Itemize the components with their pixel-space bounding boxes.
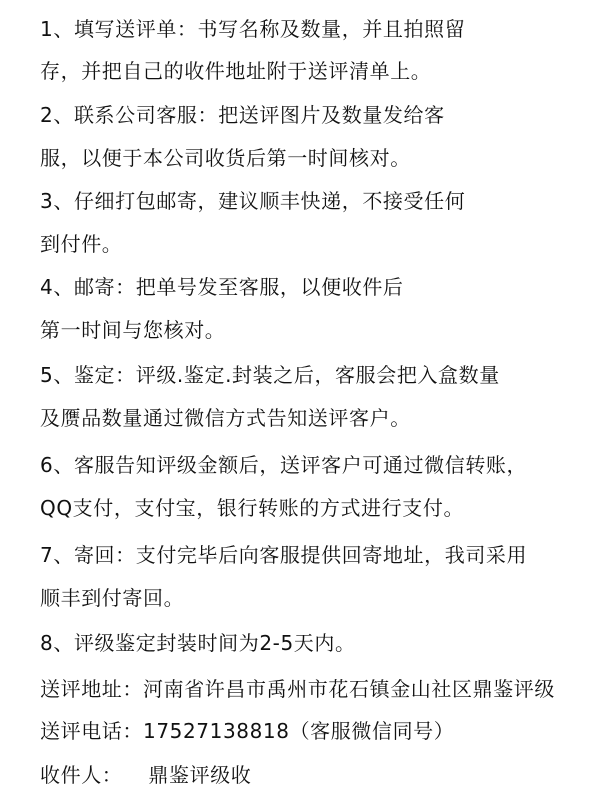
step-5-number: 5、	[40, 363, 74, 387]
step-2-number: 2、	[40, 103, 74, 127]
step-1-text: 填写送评单：书写名称及数量，并且拍照留	[73, 17, 466, 41]
step-1-line-2: 存，并把自己的收件地址附于送评清单上。	[40, 59, 432, 83]
step-4-text: 邮寄：把单号发至客服，以便收件后	[73, 275, 404, 299]
step-7-text: 寄回：支付完毕后向客服提供回寄地址，我司采用	[73, 543, 528, 567]
step-5-text: 鉴定：评级.鉴定.封装之后，客服会把入盒数量	[73, 363, 500, 387]
step-8-line-1	[40, 629, 356, 657]
shipping-address: 送评地址：河南省许昌市禹州市花石镇金山社区鼎鉴评级	[40, 677, 555, 701]
recipient-name: 鼎鉴评级收	[148, 763, 252, 787]
step-3-line-2: 到付件。	[40, 232, 123, 256]
step-6-line-1	[40, 451, 527, 479]
step-1-line-1	[40, 15, 465, 43]
step-7-number: 7、	[40, 543, 74, 567]
step-6-line-2: QQ支付，支付宝，银行转账的方式进行支付。	[40, 496, 465, 520]
recipient-label: 收件人：	[40, 763, 123, 787]
step-3-line-1	[40, 187, 465, 215]
step-3-text: 仔细打包邮寄，建议顺丰快递，不接受任何	[73, 189, 466, 213]
step-5-line-1	[40, 361, 500, 389]
step-8-number: 8、	[40, 631, 74, 655]
step-6-text: 客服告知评级金额后，送评客户可通过微信转账，	[73, 453, 528, 477]
step-7-line-1	[40, 541, 527, 569]
step-8-text: 评级鉴定封装时间为2-5天内。	[73, 631, 356, 655]
step-4-line-1	[40, 273, 404, 301]
step-6-number: 6、	[40, 453, 74, 477]
step-2-line-2: 服，以便于本公司收货后第一时间核对。	[40, 146, 411, 170]
step-5-line-2: 及赝品数量通过微信方式告知送评客户。	[40, 406, 411, 430]
step-4-number: 4、	[40, 275, 74, 299]
step-3-number: 3、	[40, 189, 74, 213]
contact-phone: 送评电话：17527138818（客服微信同号）	[40, 719, 455, 743]
recipient-line	[40, 761, 251, 789]
step-4-line-2: 第一时间与您核对。	[40, 318, 226, 342]
step-1-number: 1、	[40, 17, 74, 41]
step-7-line-2: 顺丰到付寄回。	[40, 586, 185, 610]
step-2-line-1	[40, 101, 445, 129]
step-2-text: 联系公司客服：把送评图片及数量发给客	[73, 103, 445, 127]
